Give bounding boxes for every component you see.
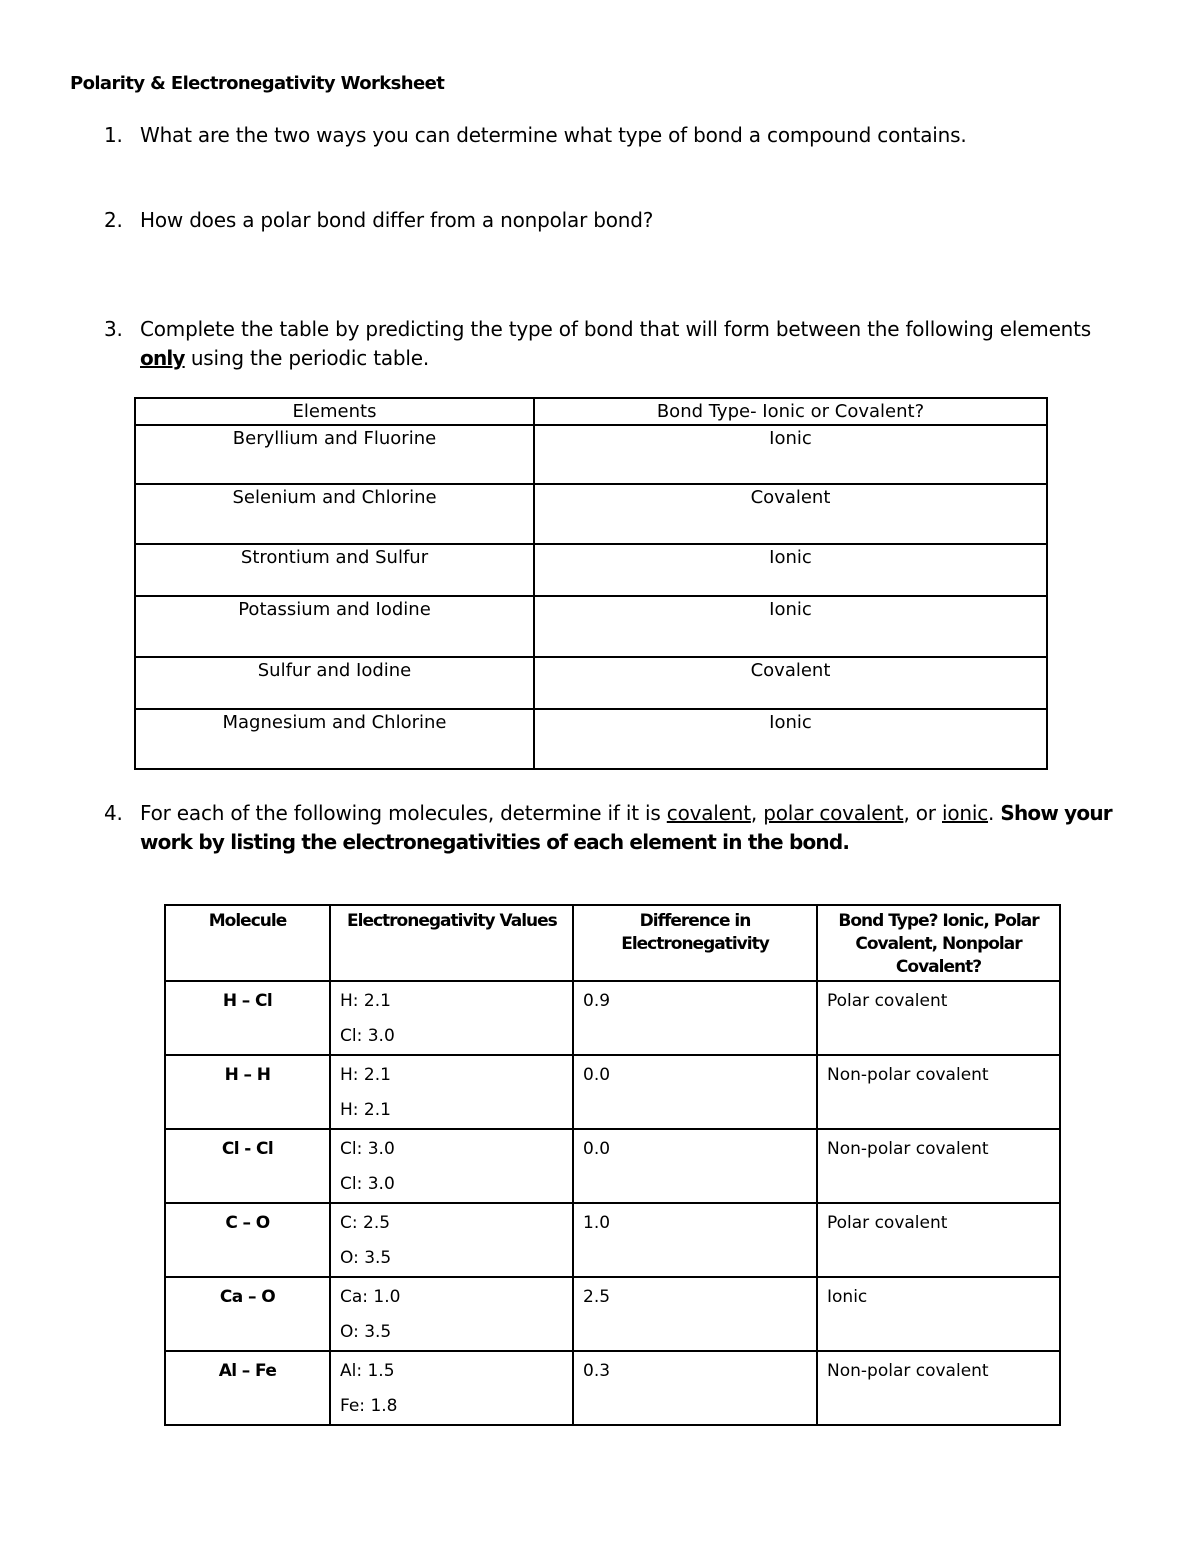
difference-cell: 0.3 [573,1351,817,1425]
option-polar-covalent: polar covalent [763,801,904,825]
en-value: Al: 1.5 [340,1361,395,1381]
table-row [135,425,1047,484]
instruction-bold: Show your work by listing the electronegativities of each element in the bond. [140,801,1112,854]
table-row [165,981,1060,1055]
en-value: Fe: 1.8 [340,1396,398,1416]
electronegativity-table [164,904,1061,1426]
header-molecule: Molecule [165,905,330,981]
question-number: 3. [104,317,123,341]
table-row [165,1129,1060,1203]
molecule-cell: Al – Fe [165,1351,330,1425]
bond-type-cell: Covalent [534,657,1047,709]
separator: , [750,801,764,825]
table-row [135,596,1047,657]
bond-type-cell: Polar covalent [817,1203,1060,1277]
table-row [135,544,1047,596]
table-row [165,1351,1060,1425]
en-values-cell [330,1055,573,1129]
en-value: H: 2.1 [340,1065,391,1085]
difference-cell: 0.0 [573,1129,817,1203]
table-row [135,484,1047,544]
en-values-cell [330,1129,573,1203]
question-text-part: For each of the following molecules, determine if it is [140,801,667,825]
elements-cell: Selenium and Chlorine [135,484,534,544]
bond-type-cell: Ionic [817,1277,1060,1351]
separator: . [988,801,1001,825]
en-value: Cl: 3.0 [340,1026,395,1046]
header-en-values: Electronegativity Values [330,905,573,981]
en-values-cell [330,1203,573,1277]
en-value: H: 2.1 [340,1100,391,1120]
en-value: Cl: 3.0 [340,1174,395,1194]
bond-type-cell: Non-polar covalent [817,1055,1060,1129]
en-value: O: 3.5 [340,1248,392,1268]
difference-cell: 0.0 [573,1055,817,1129]
question-text [140,799,1134,857]
question-text-part: Complete the table by predicting the type of bond that will form between the following elements [140,317,1092,341]
question-1 [104,121,1134,150]
elements-cell: Sulfur and Iodine [135,657,534,709]
en-value: Ca: 1.0 [340,1287,401,1307]
question-number: 4. [104,801,123,825]
bond-type-cell: Ionic [534,425,1047,484]
bond-type-cell: Non-polar covalent [817,1129,1060,1203]
question-2 [104,206,1134,235]
table-header-row [135,398,1047,425]
emphasis-only: only [140,346,185,370]
en-values-cell [330,981,573,1055]
question-text-part: using the periodic table. [184,346,430,370]
header-elements: Elements [135,398,534,425]
bond-type-table [134,397,1048,770]
table-row [165,1055,1060,1129]
table-row [165,1203,1060,1277]
separator: , or [903,801,942,825]
difference-cell: 0.9 [573,981,817,1055]
en-values-cell [330,1351,573,1425]
question-text: How does a polar bond differ from a nonpolar bond? [140,208,654,232]
molecule-cell: Ca – O [165,1277,330,1351]
question-3 [104,315,1134,373]
question-text: What are the two ways you can determine what type of bond a compound contains. [140,123,967,147]
header-difference: Difference in Electronegativity [573,905,817,981]
en-value: O: 3.5 [340,1322,392,1342]
option-ionic: ionic [942,801,989,825]
page-title: Polarity & Electronegativity Worksheet [70,73,445,94]
en-values-cell [330,1277,573,1351]
elements-cell: Potassium and Iodine [135,596,534,657]
question-number: 2. [104,208,123,232]
elements-cell: Strontium and Sulfur [135,544,534,596]
bond-type-cell: Ionic [534,709,1047,769]
molecule-cell: H – H [165,1055,330,1129]
molecule-cell: C – O [165,1203,330,1277]
molecule-cell: Cl - Cl [165,1129,330,1203]
question-text [140,315,1134,373]
question-number: 1. [104,123,123,147]
molecule-cell: H – Cl [165,981,330,1055]
en-value: H: 2.1 [340,991,391,1011]
bond-type-cell: Polar covalent [817,981,1060,1055]
header-bond-type: Bond Type- Ionic or Covalent? [534,398,1047,425]
bond-type-cell: Non-polar covalent [817,1351,1060,1425]
table-header-row [165,905,1060,981]
bond-type-cell: Ionic [534,596,1047,657]
elements-cell: Magnesium and Chlorine [135,709,534,769]
table-row [165,1277,1060,1351]
table-row [135,657,1047,709]
bond-type-cell: Ionic [534,544,1047,596]
bond-type-cell: Covalent [534,484,1047,544]
en-value: Cl: 3.0 [340,1139,395,1159]
table-row [135,709,1047,769]
en-value: C: 2.5 [340,1213,391,1233]
question-4 [104,799,1134,857]
difference-cell: 1.0 [573,1203,817,1277]
header-bond-type: Bond Type? Ionic, Polar Covalent, Nonpolar Covalent? [817,905,1060,981]
option-covalent: covalent [666,801,751,825]
elements-cell: Beryllium and Fluorine [135,425,534,484]
difference-cell: 2.5 [573,1277,817,1351]
